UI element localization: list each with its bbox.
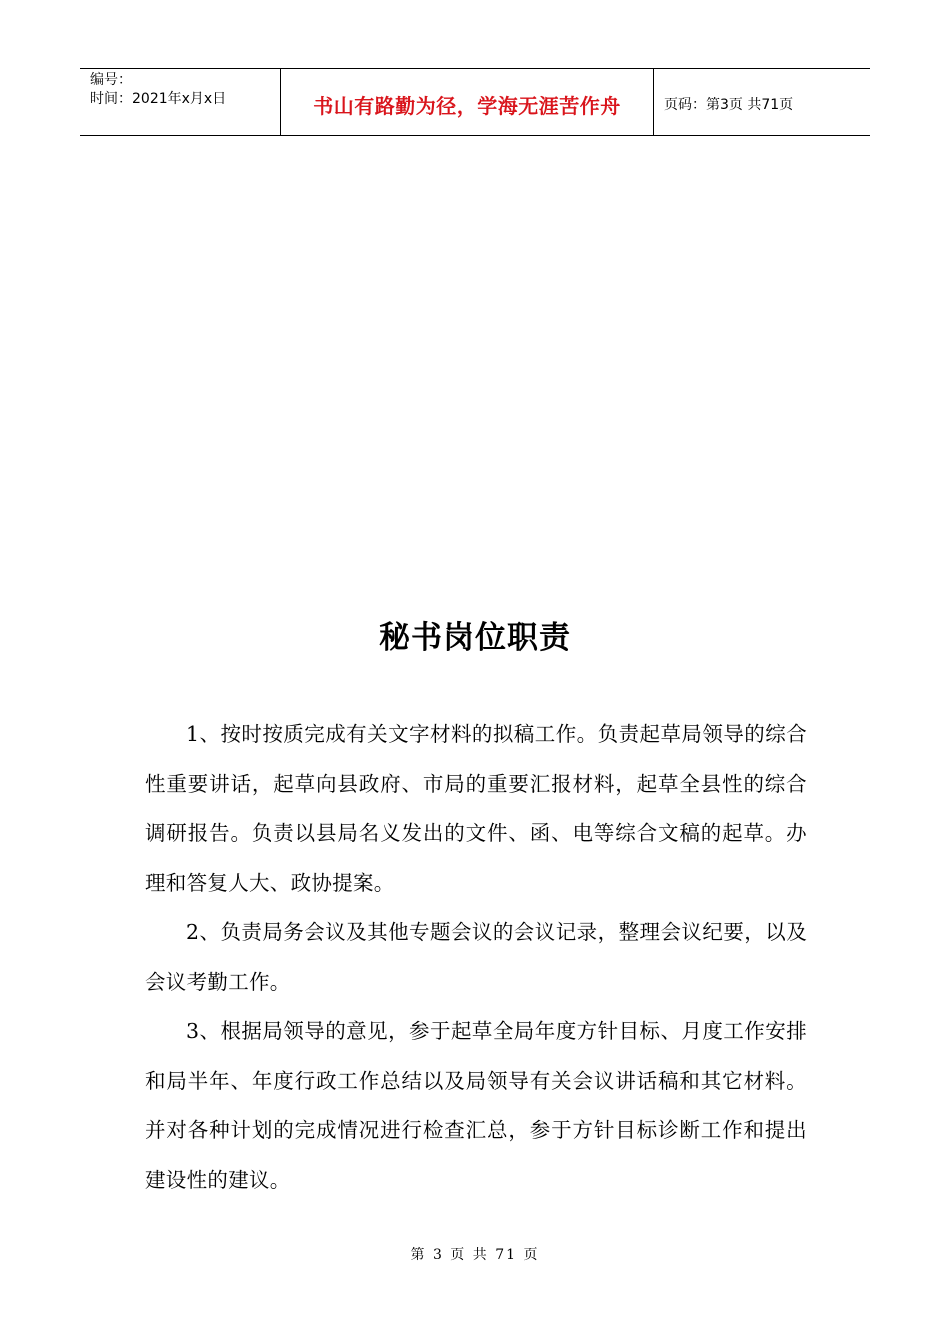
- page-header: [80, 68, 870, 136]
- header-motto: 书山有路勤为径，学海无涯苦作舟: [313, 93, 621, 118]
- paragraph-3: 3、根据局领导的意见，参于起草全局年度方针目标、月度工作安排和局半年、年度行政工作总结以及局领导有关会议讲话稿和其它材料。并对各种计划的完成情况进行检查汇总，参于方针目标诊断工作和提出建设性的建议。: [145, 1019, 807, 1192]
- header-date-label: 时间：2021年x月x日: [90, 91, 227, 107]
- header-number-label: 编号：: [90, 72, 132, 88]
- page-footer: 第 3 页 共 71 页: [410, 1247, 540, 1263]
- paragraph-1: 1、按时按质完成有关文字材料的拟稿工作。负责起草局领导的综合性重要讲话，起草向县政府、市局的重要汇报材料，起草全县性的综合调研报告。负责以县局名义发出的文件、函、电等综合文稿的起草。办理和答复人大、政协提案。: [145, 722, 807, 895]
- document-title: 秘书岗位职责: [379, 620, 571, 656]
- header-page-info: 页码：第3页 共71页: [664, 97, 794, 113]
- header-meta-cell: [80, 69, 281, 135]
- document-body: [145, 710, 807, 1205]
- paragraph-2: 2、负责局务会议及其他专题会议的会议记录，整理会议纪要，以及会议考勤工作。: [145, 920, 807, 994]
- header-motto-cell: [281, 69, 654, 135]
- header-page-cell: [654, 69, 870, 135]
